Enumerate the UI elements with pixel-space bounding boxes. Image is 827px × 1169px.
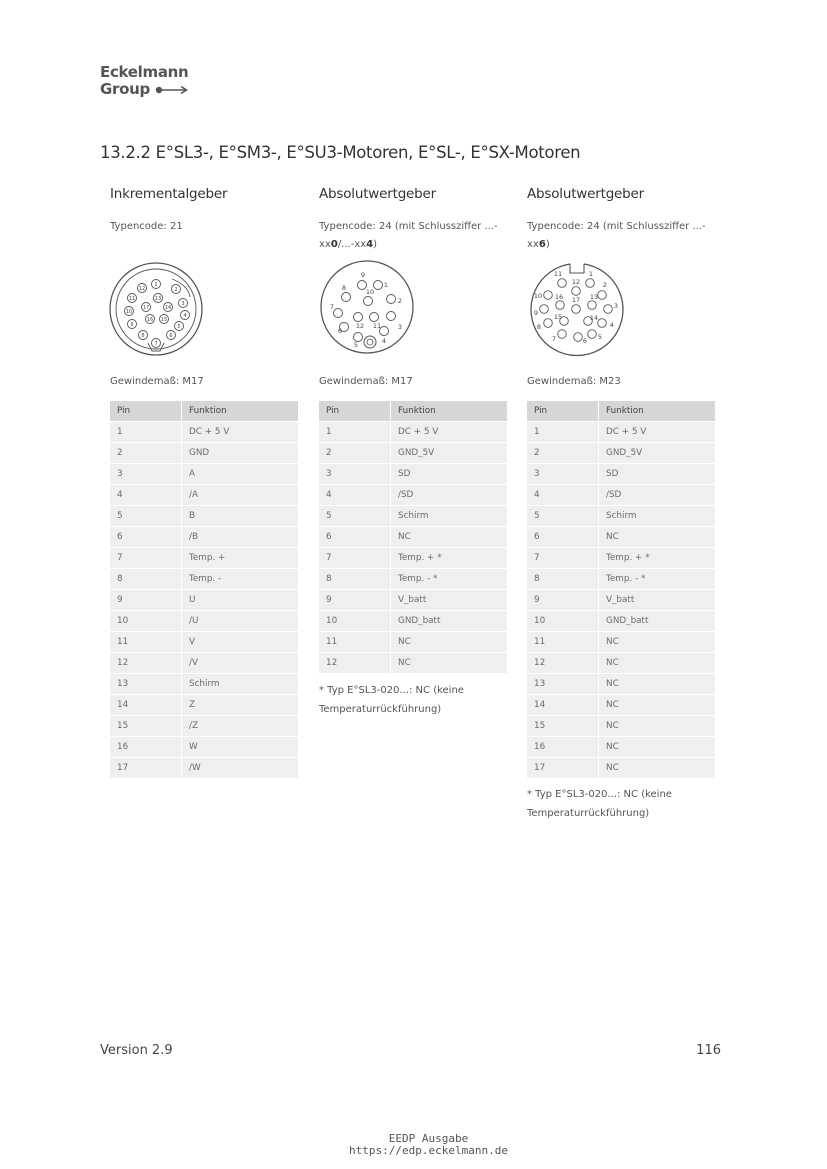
table-row — [110, 485, 298, 506]
arrow-icon — [155, 85, 189, 95]
pin-3 — [387, 312, 396, 321]
function-cell: Temp. + — [182, 548, 299, 569]
pin-cell: 4 — [527, 485, 599, 506]
function-cell: Temp. + * — [599, 548, 716, 569]
pin-cell: 13 — [527, 674, 599, 695]
pin-label: 1 — [383, 281, 389, 289]
table-row — [110, 737, 298, 758]
column-absolutwertgeber-m17 — [319, 186, 509, 254]
pin-label: 16 — [554, 293, 564, 301]
function-cell: NC — [599, 632, 716, 653]
pin-label: 12 — [571, 278, 581, 286]
table-row — [319, 653, 507, 674]
pin-table — [110, 401, 298, 779]
thread-size: Gewindemaß: M17 — [110, 376, 204, 387]
pin-label: 7 — [551, 335, 557, 343]
pin-label: 7 — [154, 341, 158, 347]
function-cell: NC — [391, 653, 508, 674]
source-link[interactable]: https://edp.eckelmann.de — [349, 1144, 508, 1157]
table-row — [110, 422, 298, 443]
pin-label: 2 — [397, 297, 403, 305]
function-cell: /W — [182, 758, 299, 779]
function-cell: NC — [391, 527, 508, 548]
pin-cell: 3 — [527, 464, 599, 485]
pin-cell: 1 — [110, 422, 182, 443]
section-title: 13.2.2 E°SL3-, E°SM3-, E°SU3-Motoren, E°SL-, E°SX-Motoren — [100, 143, 581, 162]
pin-cell: 12 — [110, 653, 182, 674]
table-row — [527, 632, 715, 653]
table-row — [319, 611, 507, 632]
function-cell: GND — [182, 443, 299, 464]
function-cell: Schirm — [599, 506, 716, 527]
pin-label: 9 — [533, 309, 539, 317]
pin-table — [319, 401, 507, 674]
typecode: Typencode: 24 (mit Schlussziffer ...- xx0/...-xx4) — [319, 221, 498, 250]
table-row — [319, 548, 507, 569]
pin-cell: 6 — [110, 527, 182, 548]
table-header-row — [319, 401, 507, 422]
pin-7 — [334, 309, 343, 318]
pin-label: 3 — [397, 323, 403, 331]
table-row — [110, 527, 298, 548]
footnote: * Typ E°SL3-020...: NC (keine Temperaturrückführung) — [527, 789, 672, 819]
pin-label: 7 — [329, 303, 335, 311]
header-function: Funktion — [182, 401, 299, 422]
pin-cell: 5 — [319, 506, 391, 527]
pin-cell: 8 — [319, 569, 391, 590]
pin-label: 5 — [597, 333, 603, 341]
function-cell: Temp. - * — [599, 569, 716, 590]
pin-cell: 16 — [527, 737, 599, 758]
pin-13 — [588, 301, 597, 310]
table-row — [110, 674, 298, 695]
pin-label: 10 — [125, 309, 133, 315]
pin-11 — [370, 313, 379, 322]
pin-cell: 8 — [527, 569, 599, 590]
function-cell: B — [182, 506, 299, 527]
table-row — [110, 716, 298, 737]
table-row — [527, 464, 715, 485]
function-cell: W — [182, 737, 299, 758]
table-row — [319, 632, 507, 653]
pin-cell: 3 — [319, 464, 391, 485]
header-function: Funktion — [391, 401, 508, 422]
pin-label: 3 — [181, 301, 185, 307]
function-cell: /A — [182, 485, 299, 506]
table-row — [527, 674, 715, 695]
pin-cell: 12 — [527, 653, 599, 674]
typecode: Typencode: 21 — [110, 221, 183, 232]
pin-cell: 9 — [110, 590, 182, 611]
pin-10 — [364, 297, 373, 306]
header-pin: Pin — [110, 401, 182, 422]
pin-cell: 2 — [110, 443, 182, 464]
pin-cell: 15 — [527, 716, 599, 737]
table-row — [319, 443, 507, 464]
pin-7 — [558, 330, 567, 339]
table-row — [527, 611, 715, 632]
pin-cell: 1 — [527, 422, 599, 443]
function-cell: Temp. + * — [391, 548, 508, 569]
pin-cell: 7 — [319, 548, 391, 569]
table-row — [527, 443, 715, 464]
pin-1 — [586, 279, 595, 288]
pin-17 — [572, 305, 581, 314]
function-cell: /U — [182, 611, 299, 632]
pin-8 — [544, 319, 553, 328]
pin-cell: 4 — [110, 485, 182, 506]
function-cell: NC — [599, 674, 716, 695]
pin-cell: 11 — [527, 632, 599, 653]
table-row — [527, 506, 715, 527]
pin-label: 9 — [360, 271, 366, 279]
pin-cell: 5 — [527, 506, 599, 527]
table-row — [527, 527, 715, 548]
connector-diagram-m17-17pin — [108, 257, 218, 362]
function-cell: NC — [599, 716, 716, 737]
pin-cell: 10 — [527, 611, 599, 632]
function-cell: NC — [599, 758, 716, 779]
table-header-row — [527, 401, 715, 422]
pin-5 — [588, 330, 597, 339]
pin-label: 6 — [169, 333, 173, 339]
function-cell: NC — [599, 653, 716, 674]
table-row — [527, 653, 715, 674]
pin-label: 11 — [553, 270, 563, 278]
pin-cell: 1 — [319, 422, 391, 443]
pin-label: 13 — [154, 296, 162, 302]
thread-size: Gewindemaß: M23 — [527, 376, 621, 387]
pin-cell: 5 — [110, 506, 182, 527]
pin-cell: 13 — [110, 674, 182, 695]
function-cell: /SD — [599, 485, 716, 506]
pin-label: 16 — [146, 317, 154, 323]
pin-label: 13 — [589, 293, 599, 301]
function-cell: DC + 5 V — [599, 422, 716, 443]
table-row — [527, 737, 715, 758]
pin-cell: 17 — [110, 758, 182, 779]
pin-cell: 2 — [319, 443, 391, 464]
pin-label: 1 — [588, 270, 594, 278]
table-row — [319, 485, 507, 506]
table-row — [527, 758, 715, 779]
pin-label: 11 — [372, 322, 382, 330]
pin-label: 8 — [536, 323, 542, 331]
function-cell: A — [182, 464, 299, 485]
pin-label: 6 — [337, 327, 343, 335]
function-cell: NC — [599, 695, 716, 716]
pin-label: 9 — [130, 322, 134, 328]
pin-label: 8 — [141, 333, 145, 339]
pin-cell: 9 — [527, 590, 599, 611]
table-row — [527, 485, 715, 506]
function-cell: NC — [599, 737, 716, 758]
pin-cell: 12 — [319, 653, 391, 674]
function-cell: DC + 5 V — [182, 422, 299, 443]
pin-3 — [604, 305, 613, 314]
table-row — [110, 569, 298, 590]
pin-label: 6 — [582, 337, 588, 345]
pin-cell: 6 — [527, 527, 599, 548]
thread-size: Gewindemaß: M17 — [319, 376, 413, 387]
pin-label: 5 — [177, 324, 181, 330]
pin-cell: 15 — [110, 716, 182, 737]
eckelmann-logo — [100, 64, 189, 98]
function-cell: DC + 5 V — [391, 422, 508, 443]
function-cell: /Z — [182, 716, 299, 737]
pin-cell: 4 — [319, 485, 391, 506]
function-cell: /SD — [391, 485, 508, 506]
table-row — [527, 716, 715, 737]
pin-label: 5 — [353, 341, 359, 349]
header-pin: Pin — [319, 401, 391, 422]
function-cell: Temp. - * — [391, 569, 508, 590]
table-row — [110, 653, 298, 674]
function-cell: /V — [182, 653, 299, 674]
pin-label: 10 — [533, 292, 543, 300]
pin-4 — [598, 319, 607, 328]
pin-table — [527, 401, 715, 779]
function-cell: SD — [391, 464, 508, 485]
table-row — [319, 569, 507, 590]
pin-label: 8 — [341, 284, 347, 292]
pin-12 — [572, 287, 581, 296]
function-cell: V — [182, 632, 299, 653]
pin-cell: 3 — [110, 464, 182, 485]
pin-label: 4 — [183, 313, 187, 319]
pin-cell: 8 — [110, 569, 182, 590]
column-heading: Absolutwertgeber — [319, 186, 436, 202]
pin-cell: 7 — [110, 548, 182, 569]
table-row — [110, 443, 298, 464]
table-row — [319, 590, 507, 611]
pin-cell: 14 — [527, 695, 599, 716]
function-cell: Z — [182, 695, 299, 716]
pin-circles — [125, 280, 190, 348]
pin-label: 17 — [571, 296, 581, 304]
pin-9 — [540, 305, 549, 314]
pin-6 — [574, 333, 583, 342]
pin-label: 4 — [381, 337, 387, 345]
table-header-row — [110, 401, 298, 422]
pin-cell: 14 — [110, 695, 182, 716]
typecode: Typencode: 24 (mit Schlussziffer ...- xx6) — [527, 221, 706, 250]
pin-label: 11 — [128, 296, 136, 302]
pin-cell: 6 — [319, 527, 391, 548]
column-heading: Absolutwertgeber — [527, 186, 644, 202]
function-cell: GND_batt — [391, 611, 508, 632]
page-number: 116 — [696, 1043, 721, 1058]
pin-label: 14 — [164, 305, 172, 311]
pin-label: 10 — [365, 288, 375, 296]
pin-cell: 10 — [110, 611, 182, 632]
table-row — [527, 695, 715, 716]
column-heading: Inkrementalgeber — [110, 186, 228, 202]
logo-line-2: Group — [100, 80, 150, 98]
function-cell: Temp. - — [182, 569, 299, 590]
column-absolutwertgeber-m23 — [527, 186, 717, 254]
connector-diagram-m23-17pin — [524, 257, 634, 362]
pin-16 — [556, 301, 565, 310]
table-row — [110, 695, 298, 716]
pin-label: 14 — [589, 314, 599, 322]
table-row — [527, 590, 715, 611]
pin-cell: 16 — [110, 737, 182, 758]
table-row — [110, 758, 298, 779]
table-row — [319, 422, 507, 443]
pin-12 — [354, 313, 363, 322]
function-cell: Schirm — [391, 506, 508, 527]
table-row — [110, 506, 298, 527]
function-cell: GND_batt — [599, 611, 716, 632]
pin-cell: 7 — [527, 548, 599, 569]
table-row — [110, 464, 298, 485]
pin-cell: 2 — [527, 443, 599, 464]
footnote: * Typ E°SL3-020...: NC (keine Temperaturrückführung) — [319, 685, 464, 715]
function-cell: SD — [599, 464, 716, 485]
pin-label: 15 — [160, 317, 168, 323]
pin-label: 15 — [553, 313, 563, 321]
table-row — [110, 590, 298, 611]
pin-cell: 17 — [527, 758, 599, 779]
bottom-note: EEDP Ausgabe https://edp.eckelmann.de — [0, 1133, 827, 1157]
header-pin: Pin — [527, 401, 599, 422]
function-cell: V_batt — [599, 590, 716, 611]
pin-label: 2 — [174, 287, 178, 293]
function-cell: V_batt — [391, 590, 508, 611]
table-row — [527, 548, 715, 569]
pin-cell: 11 — [110, 632, 182, 653]
function-cell: NC — [391, 632, 508, 653]
table-row — [110, 632, 298, 653]
table-row — [110, 611, 298, 632]
pin-2 — [387, 295, 396, 304]
pin-label: 4 — [609, 321, 615, 329]
pin-label: 12 — [138, 286, 146, 292]
pin-8 — [342, 293, 351, 302]
pin-label: 1 — [154, 282, 158, 288]
logo-line-1: Eckelmann — [100, 63, 189, 81]
header-function: Funktion — [599, 401, 716, 422]
version-label: Version 2.9 — [100, 1043, 173, 1058]
pin-1 — [374, 281, 383, 290]
table-row — [319, 464, 507, 485]
function-cell: GND_5V — [599, 443, 716, 464]
pin-2 — [598, 291, 607, 300]
function-cell: U — [182, 590, 299, 611]
pin-label: 17 — [142, 305, 150, 311]
table-row — [319, 527, 507, 548]
pin-label: 2 — [602, 281, 608, 289]
function-cell: /B — [182, 527, 299, 548]
table-row — [527, 569, 715, 590]
table-row — [527, 422, 715, 443]
column-inkrementalgeber — [110, 186, 300, 254]
function-cell: NC — [599, 527, 716, 548]
pin-cell: 9 — [319, 590, 391, 611]
pin-cell: 10 — [319, 611, 391, 632]
connector-diagram-m17-12pin — [316, 257, 426, 362]
function-cell: Schirm — [182, 674, 299, 695]
pin-label: 12 — [355, 322, 365, 330]
table-row — [110, 548, 298, 569]
function-cell: GND_5V — [391, 443, 508, 464]
table-row — [319, 506, 507, 527]
pin-10 — [544, 291, 553, 300]
pin-cell: 11 — [319, 632, 391, 653]
pin-label: 3 — [613, 302, 619, 310]
pin-11 — [558, 279, 567, 288]
